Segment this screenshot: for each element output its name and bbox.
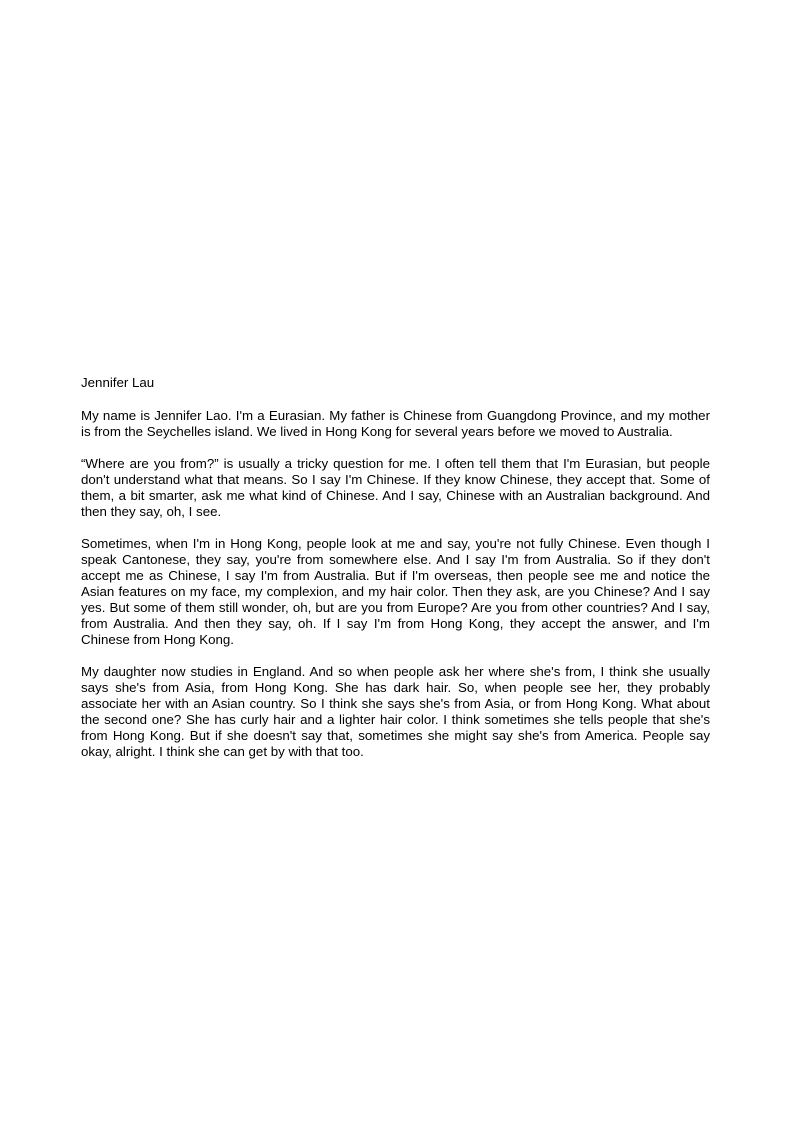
paragraph-3: Sometimes, when I'm in Hong Kong, people look at me and say, you're not fully Chinese. Even though I speak Cantonese, they say, you're from somewhere else. And I say I'm from Australia. So if they don't accept me as Chinese, I say I'm from Australia. But if I'm overseas, then people see me and notice the Asian features on my face, my complexion, and my hair color. Then they ask, are you Chinese? And I say yes. But some of them still wonder, oh, but are you from Europe? Are you from other countries? And I say, from Australia. And then they say, oh. If I say I'm from Hong Kong, they accept the answer, and I'm Chinese from Hong Kong. [81, 536, 710, 647]
document-title: Jennifer Lau [81, 375, 155, 390]
paragraph-1: My name is Jennifer Lao. I'm a Eurasian. My father is Chinese from Guangdong Province, and my mother is from the Seychelles island. We lived in Hong Kong for several years before we moved to Australia. [81, 408, 710, 439]
paragraph-2: “Where are you from?” is usually a tricky question for me. I often tell them that I'm Eurasian, but people don't understand what that means. So I say I'm Chinese. If they know Chinese, they accept that. Some of them, a bit smarter, ask me what kind of Chinese. And I say, Chinese with an Australian background. And then they say, oh, I see. [81, 456, 710, 519]
document-body [81, 375, 710, 776]
paragraph-4: My daughter now studies in England. And so when people ask her where she's from, I think she usually says she's from Asia, from Hong Kong. She has dark hair. So, when people see her, they probably associate her with an Asian country. So I think she says she's from Asia, or from Hong Kong. What about the second one? She has curly hair and a lighter hair color. I think sometimes she tells people that she's from Hong Kong. But if she doesn't say that, sometimes she might say she's from America. People say okay, alright. I think she can get by with that too. [81, 664, 710, 759]
